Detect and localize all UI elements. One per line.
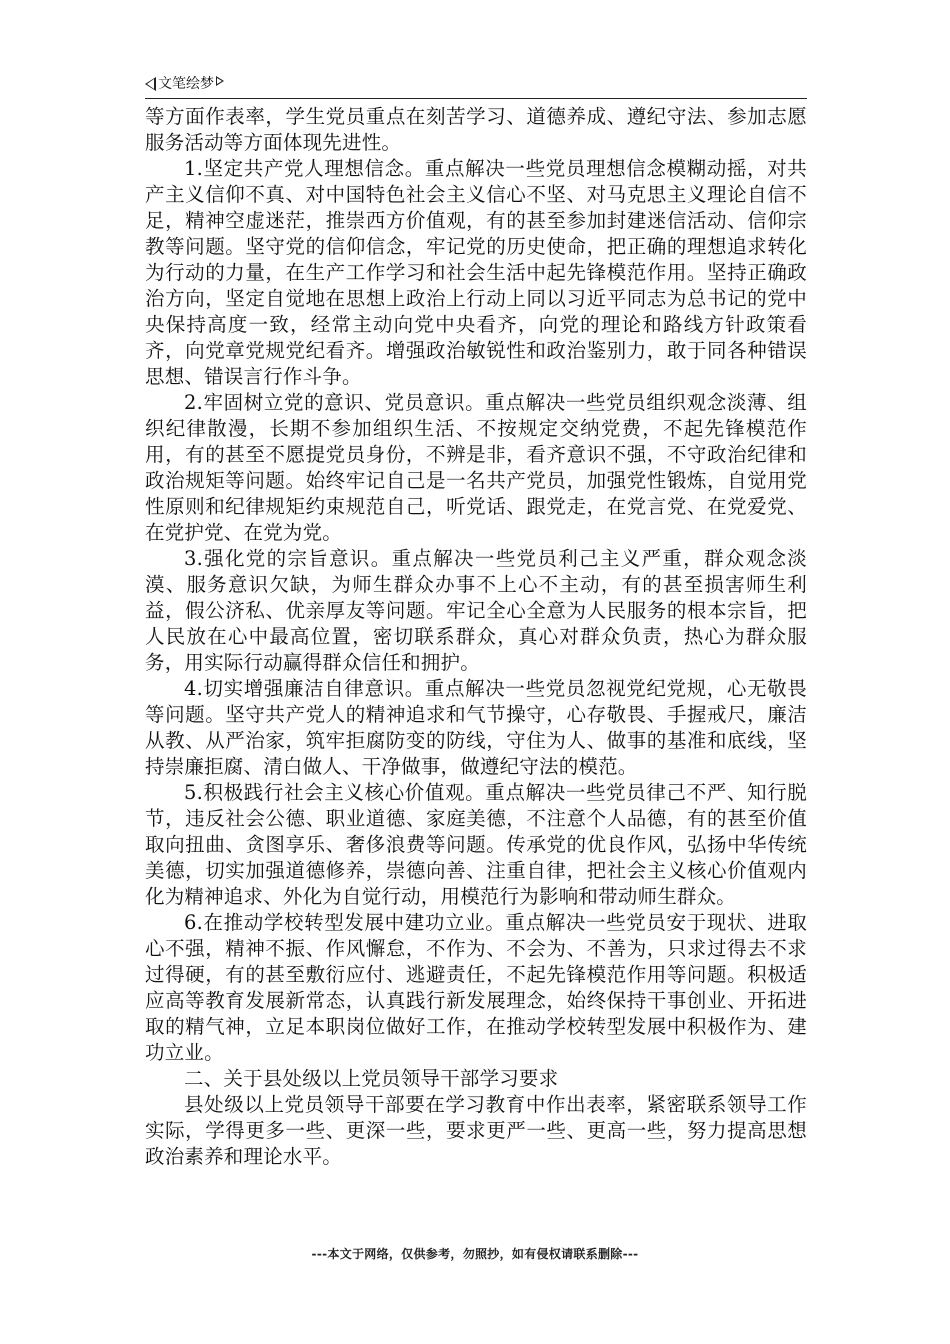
paragraph-item-4: 4.切实增强廉洁自律意识。重点解决一些党员忽视党纪党规，心无敬畏等问题。坚守共产党人的精神追求和气节操守，心存敬畏、手握戒尺，廉洁从教、从严治家，筑牢拒腐防变的防线，守住为人、做事的基准和底线，坚持崇廉拒腐、清白做人、干净做事，做遵纪守法的模范。 bbox=[145, 677, 807, 778]
paragraph-item-5: 5.积极践行社会主义核心价值观。重点解决一些党员律己不严、知行脱节，违反社会公德、职业道德、家庭美德，不注意个人品德，有的甚至价值取向扭曲、贪图享乐、奢侈浪费等问题。传承党的优良作风，弘扬中华传统美德，切实加强道德修养，崇德向善、注重自律，把社会主义核心价值观内化为精神追求、外化为自觉行动，用模范行为影响和带动师生群众。 bbox=[145, 781, 807, 908]
paragraph-item-1: 1.坚定共产党人理想信念。重点解决一些党员理想信念模糊动摇，对共产主义信仰不真、对中国特色社会主义信心不坚、对马克思主义理论自信不足，精神空虚迷茫，推崇西方价值观，有的甚至参加封建迷信活动、信仰宗教等问题。坚守党的信仰信念，牢记党的历史使命，把正确的理想追求转化为行动的力量，在生产工作学习和社会生活中起先锋模范作用。坚持正确政治方向，坚定自觉地在思想上政治上行动上同以习近平同志为总书记的党中央保持高度一致，经常主动向党中央看齐，向党的理论和路线方针政策看齐，向党章党规党纪看齐。增强政治敏锐性和政治鉴别力，敢于同各种错误思想、错误言行作斗争。 bbox=[145, 157, 807, 388]
header-label-group bbox=[145, 74, 224, 94]
page-header bbox=[145, 74, 807, 99]
document-body bbox=[145, 104, 807, 1170]
left-triangle-icon bbox=[145, 77, 156, 91]
right-triangle-icon bbox=[216, 76, 224, 86]
page-footer-disclaimer: ---本文于网络，仅供参考，勿照抄，如有侵权请联系删除--- bbox=[311, 1247, 639, 1261]
paragraph-section-2-intro: 县处级以上党员领导干部要在学习教育中作出表率，紧密联系领导工作实际，学得更多一些、更深一些，要求更严一些、更高一些，努力提高思想政治素养和理论水平。 bbox=[145, 1093, 807, 1168]
section-heading-2: 二、关于县处级以上党员领导干部学习要求 bbox=[184, 1067, 559, 1090]
paragraph-item-6: 6.在推动学校转型发展中建功立业。重点解决一些党员安于现状、进取心不强，精神不振、作风懈怠，不作为、不会为、不善为，只求过得去不求过得硬，有的甚至敷衍应付、逃避责任，不起先锋模范作用等问题。积极适应高等教育发展新常态，认真践行新发展理念，始终保持干事创业、开拓进取的精气神，立足本职岗位做好工作，在推动学校转型发展中积极作为、建功立业。 bbox=[145, 911, 807, 1064]
header-title: 文笔绘梦 bbox=[158, 76, 214, 92]
paragraph-continuation: 等方面作表率，学生党员重点在刻苦学习、道德养成、遵纪守法、参加志愿服务活动等方面体现先进性。 bbox=[145, 105, 807, 154]
paragraph-item-2: 2.牢固树立党的意识、党员意识。重点解决一些党员组织观念淡薄、组织纪律散漫，长期不参加组织生活、不按规定交纳党费，不起先锋模范作用，有的甚至不愿提党员身份，不辨是非，看齐意识不强，不守政治纪律和政治规矩等问题。始终牢记自己是一名共产党员，加强党性锻炼，自觉用党性原则和纪律规矩约束规范自己，听党话、跟党走，在党言党、在党爱党、在党护党、在党为党。 bbox=[145, 391, 807, 544]
paragraph-item-3: 3.强化党的宗旨意识。重点解决一些党员利己主义严重，群众观念淡漠、服务意识欠缺，为师生群众办事不上心不主动，有的甚至损害师生利益，假公济私、优亲厚友等问题。牢记全心全意为人民服务的根本宗旨，把人民放在心中最高位置，密切联系群众，真心对群众负责，热心为群众服务，用实际行动赢得群众信任和拥护。 bbox=[145, 547, 807, 674]
